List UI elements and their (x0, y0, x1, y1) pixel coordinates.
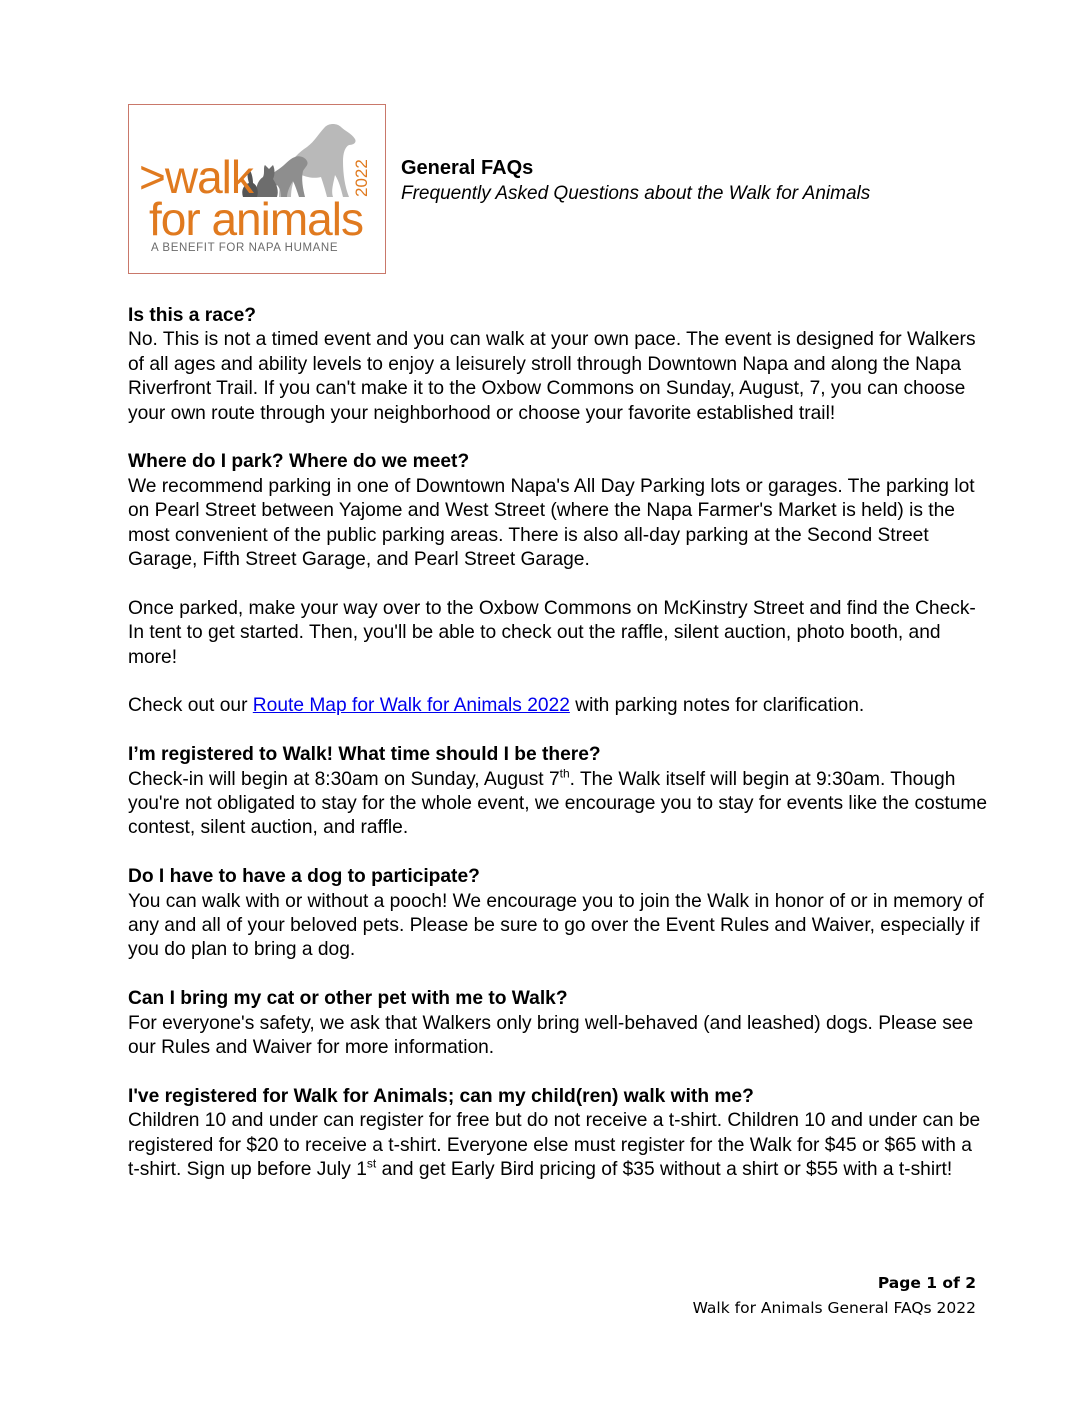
faq-answer (128, 768, 988, 841)
footer-doc-title: Walk for Animals General FAQs 2022 (692, 1299, 976, 1317)
faq-question: Can I bring my cat or other pet with me to Walk? (128, 988, 568, 1010)
faq-answer-paragraph (128, 694, 988, 718)
faq-item (128, 304, 988, 426)
faq-item (128, 865, 988, 963)
faq-question: Do I have to have a dog to participate? (128, 866, 480, 888)
faq-item (128, 987, 988, 1060)
faq-list (128, 304, 988, 1207)
logo-for-animals-text: for animals (149, 193, 363, 245)
route-map-trail-text: with parking notes for clarification. (569, 695, 865, 717)
faq-question: Where do I park? Where do we meet? (128, 451, 470, 473)
faq-question: I've registered for Walk for Animals; can my child(ren) walk with me? (128, 1085, 754, 1107)
logo-walk-text: >walk (139, 151, 253, 203)
walk-for-animals-logo (129, 105, 385, 273)
dog-cat-rabbit-silhouette-icon (242, 124, 355, 197)
faq-question: I’m registered to Walk! What time should I be there? (128, 744, 601, 766)
logo-benefit-text: A BENEFIT FOR NAPA HUMANE (151, 242, 339, 254)
faq-item (128, 450, 988, 572)
answer-text: and get Early Bird pricing of $35 without a shirt or $55 with a t-shirt! (376, 1159, 953, 1181)
faq-answer: No. This is not a timed event and you can walk at your own pace. The event is designed for Walkers of all ages and ability levels to enjoy a leisurely stroll through Downtown Napa and along the Napa Riverfront Trail. If you can't make it to the Oxbow Commons on Sunday, August, 7, you can choose your own route through your neighborhood or choose your favorite established trail! (128, 329, 976, 424)
faq-question: Is this a race? (128, 305, 256, 326)
faq-answer: We recommend parking in one of Downtown Napa's All Day Parking lots or garages. The parking lot on Pearl Street between Yajome and West Street (where the Napa Farmer's Market is held) is the most convenient of the public parking areas. There is also all-day parking at the Second Street Garage, Fifth Street Garage, and Pearl Street Garage. (128, 475, 975, 571)
route-map-link[interactable]: Route Map for Walk for Animals 2022 (252, 695, 570, 717)
logo (128, 104, 386, 274)
page-footer (693, 1271, 976, 1321)
faq-item (128, 743, 988, 841)
faq-item (128, 1085, 988, 1183)
faq-answer: For everyone's safety, we ask that Walkers only bring well-behaved (and leashed) dogs. Please see our Rules and Waiver for more information. (128, 1012, 974, 1059)
route-map-lead-text: Check out our (128, 695, 253, 717)
faq-answer: You can walk with or without a pooch! We encourage you to join the Walk in honor of or in memory of any and all of your beloved pets. Please be sure to go over the Event Rules and Waiver, especially if you do plan to bring a dog. (128, 890, 984, 961)
answer-text: . The Walk itself will begin at 9:30am. Though you're not obligated to stay for the whole event, we encourage you to stay for events like the costume contest, silent auction, and raffle. (128, 768, 988, 839)
page-title: General FAQs (401, 157, 534, 179)
faq-answer (128, 1109, 988, 1182)
ordinal-suffix: st (366, 1156, 377, 1171)
page-number: Page 1 of 2 (877, 1274, 976, 1292)
page-subtitle: Frequently Asked Questions about the Walk for Animals (401, 183, 871, 204)
logo-year: 2022 (352, 159, 371, 197)
answer-text: Children 10 and under can register for free but do not receive a t-shirt. Children 10 and under can be registered for $20 to receive a t-shirt. Everyone else must register for the Walk for $45 or $65 with a t-shirt. Sign up before July 1 (128, 1110, 981, 1181)
ordinal-suffix: th (559, 766, 570, 781)
answer-text: Check-in will begin at 8:30am on Sunday, August 7 (128, 768, 560, 790)
faq-answer-paragraph: Once parked, make your way over to the Oxbow Commons on McKinstry Street and find the Check-In tent to get started. Then, you'll be able to check out the raffle, silent auction, photo booth, and more! (128, 597, 976, 668)
